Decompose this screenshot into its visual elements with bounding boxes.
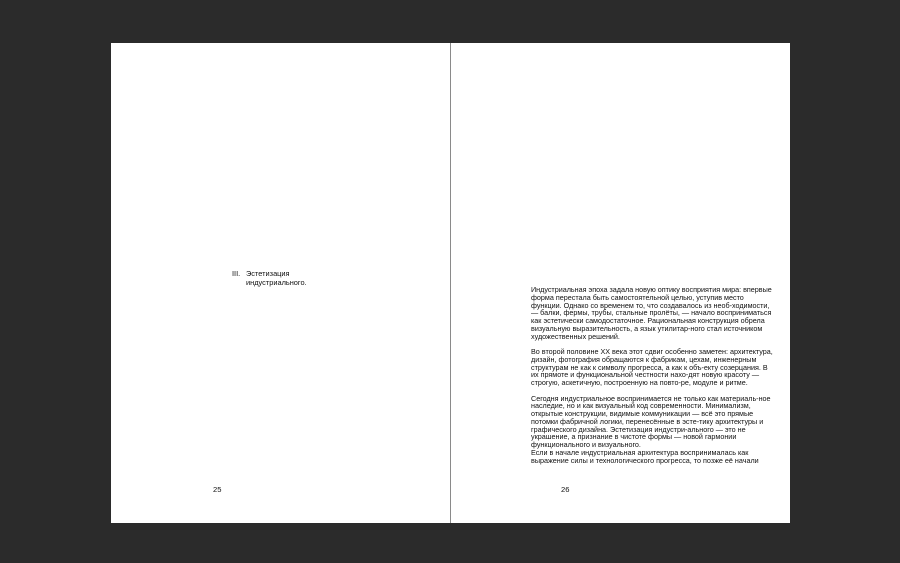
paragraph-3: Сегодня индустриальное воспринимается не только как материаль-ное наследие, но и как визуальный код современности. Минимализм, открытые конструкции, видимые коммуникации — всё это прямые потомки фабричной логики, перенесённые в эсте-тику архитектуры и графического дизайна. Эстетизация индустри-ального — это не украшение, а признание в чистоте формы — новой гармонии функционального и визуального.: [531, 393, 771, 449]
paragraph-1: Индустриальная эпоха задала новую оптику восприятия мира: впервые форма перестала быть самостоятельной целью, уступив место функции. Однако со временем то, что создавалось из необ-ходимости, — балки, фермы, трубы, стальные пролёты, — начало восприниматься как эстетически самодостаточное. Рациональная конструкция обрела визуальную выразительность, а язык утилитар-ного стал источником художественных решений.: [531, 285, 772, 341]
section-number: III.: [232, 269, 241, 278]
book-spread: [111, 43, 790, 523]
section-title: Эстетизация индустриального.: [246, 269, 307, 287]
page-number-right: 26: [561, 485, 570, 494]
left-page: [111, 43, 450, 523]
section-heading: [232, 270, 336, 287]
paragraph-4: Если в начале индустриальная архитектура воспринималась как выражение силы и технологического прогресса, то позже её начали: [531, 447, 759, 465]
paragraph-2: Во второй половине XX века этот сдвиг особенно заметен: архитектура, дизайн, фотография обращаются к фабрикам, цехам, инженерным структурам не как к символу прогресса, а как к объ-екту созерцания. В их прямоте и функциональной честности нахо-дят новую красоту — строгую, аскетичную, построенную на повто-ре, модуле и ритме.: [531, 347, 773, 387]
right-page: [451, 43, 790, 523]
page-number-left: 25: [213, 485, 222, 494]
body-text: [531, 286, 776, 464]
